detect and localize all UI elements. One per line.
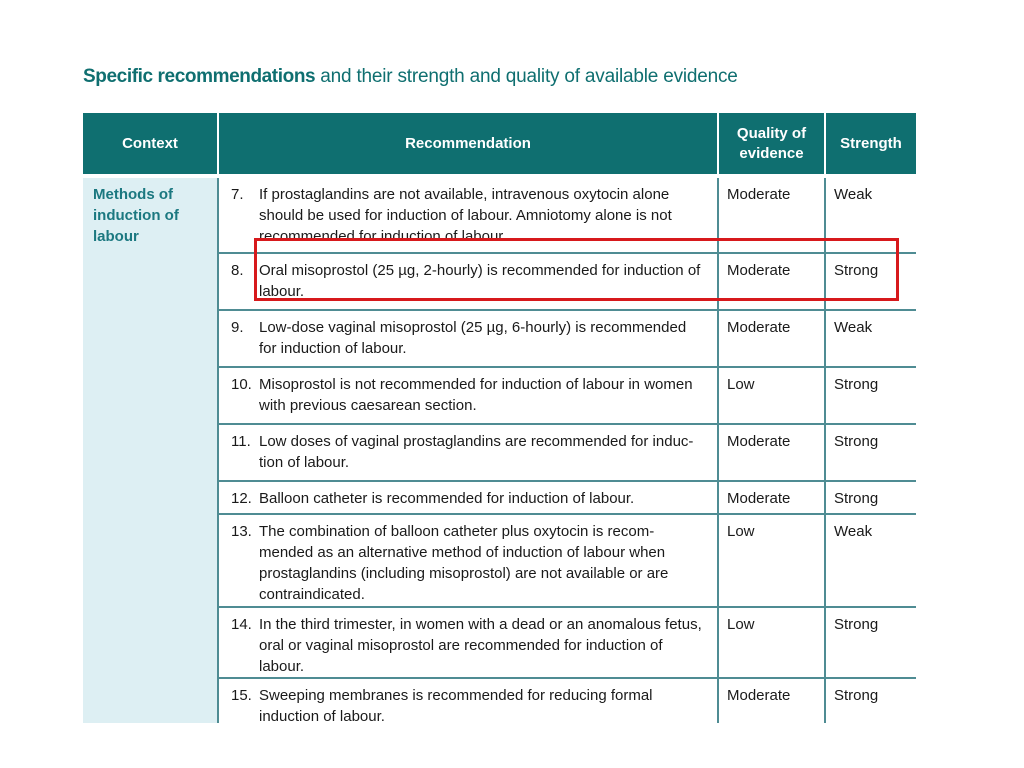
recommendation-cell [218, 253, 718, 310]
recommendation-number: 10. [231, 376, 252, 393]
recommendation-cell [218, 481, 718, 514]
recommendation-text: Oral misoprostol (25 µg, 2-hourly) is recommended for induction of labour. [259, 262, 701, 300]
recommendation-number: 9. [231, 319, 244, 336]
recommendation-cell [218, 424, 718, 481]
quality-cell: Low [718, 607, 825, 678]
recommendation-number: 11. [231, 433, 251, 450]
strength-cell: Strong [825, 481, 916, 514]
strength-cell: Weak [825, 176, 916, 253]
recommendation-number: 14. [231, 616, 252, 633]
table-header-row [83, 113, 916, 176]
strength-cell: Strong [825, 367, 916, 424]
recommendation-text: In the third trimester, in women with a dead or an anomalous fetus, oral or vaginal misoprostol are recommended for induction of labour. [259, 616, 702, 675]
recommendation-number: 13. [231, 523, 252, 540]
header-strength: Strength [825, 113, 916, 176]
title-rest: and their strength and quality of available evidence [315, 66, 738, 87]
quality-cell: Moderate [718, 424, 825, 481]
recommendation-text: Misoprostol is not recommended for induction of labour in women with previous caesarean section. [259, 376, 693, 414]
recommendation-cell [218, 367, 718, 424]
recommendation-text: The combination of balloon catheter plus oxytocin is recom-mended as an alternative method of induction of labour when prostaglandins (including misoprostol) are not available or are contraindicated. [259, 523, 669, 603]
recommendation-text: Low-dose vaginal misoprostol (25 µg, 6-hourly) is recommended for induction of labour. [259, 319, 687, 357]
table-row [83, 176, 916, 253]
recommendation-text: Low doses of vaginal prostaglandins are recommended for induc-tion of labour. [259, 433, 694, 471]
recommendation-cell [218, 310, 718, 367]
title-bold: Specific recommendations [83, 66, 316, 87]
strength-cell: Strong [825, 607, 916, 678]
quality-cell: Moderate [718, 253, 825, 310]
recommendation-cell [218, 607, 718, 678]
recommendation-number: 7. [231, 186, 244, 203]
recommendation-cell [218, 678, 718, 723]
recommendation-cell [218, 176, 718, 253]
header-context: Context [83, 113, 218, 176]
quality-cell: Moderate [718, 481, 825, 514]
recommendation-number: 8. [231, 262, 244, 279]
recommendations-table-wrapper [83, 113, 916, 723]
strength-cell: Weak [825, 310, 916, 367]
strength-cell: Strong [825, 424, 916, 481]
quality-cell: Moderate [718, 176, 825, 253]
quality-cell: Moderate [718, 678, 825, 723]
recommendation-cell [218, 514, 718, 607]
quality-cell: Low [718, 514, 825, 607]
recommendation-number: 12. [231, 490, 252, 507]
header-recommendation: Recommendation [218, 113, 718, 176]
header-quality: Quality of evidence [718, 113, 825, 176]
strength-cell: Strong [825, 678, 916, 723]
strength-cell: Weak [825, 514, 916, 607]
quality-cell: Moderate [718, 310, 825, 367]
recommendation-text: Sweeping membranes is recommended for reducing formal induction of labour. [259, 687, 653, 723]
context-cell: Methods of induction of labour [83, 176, 218, 723]
recommendation-number: 15. [231, 687, 252, 704]
recommendation-text: If prostaglandins are not available, intravenous oxytocin alone should be used for induction of labour. Amniotomy alone is not recommended for induction of labour. [259, 186, 672, 245]
strength-cell: Strong [825, 253, 916, 310]
recommendations-table [83, 113, 916, 723]
page-title [83, 66, 738, 88]
quality-cell: Low [718, 367, 825, 424]
recommendation-text: Balloon catheter is recommended for induction of labour. [259, 490, 635, 507]
